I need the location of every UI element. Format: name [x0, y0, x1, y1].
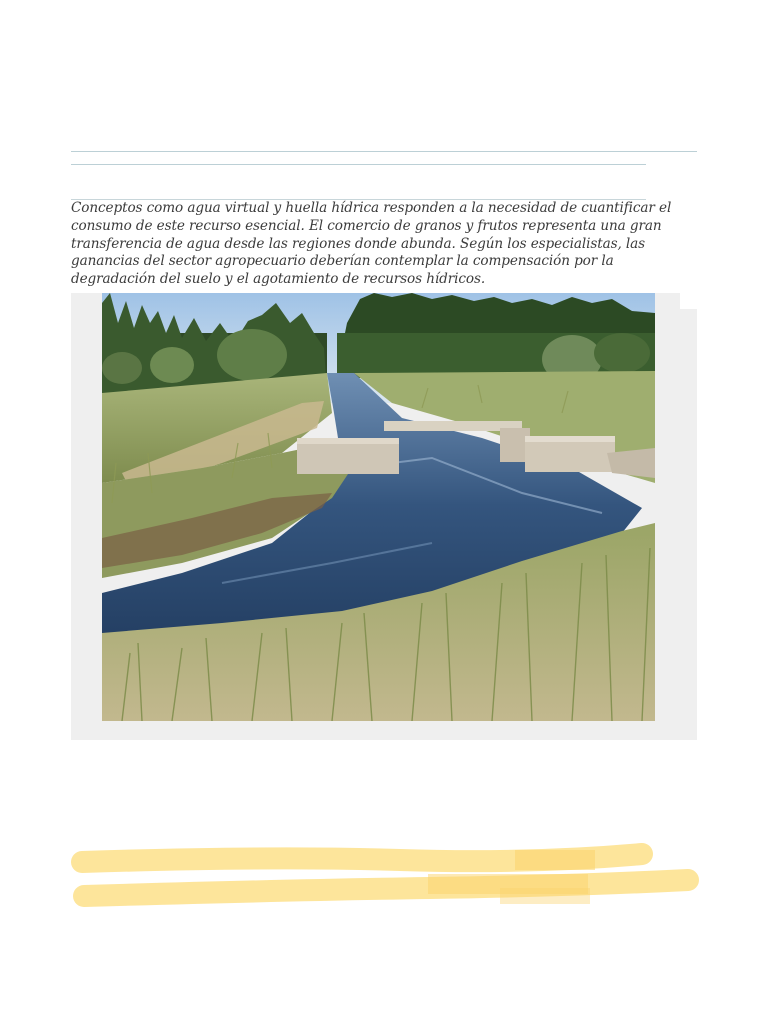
photo-frame-notch — [680, 293, 697, 309]
irrigation-canal-photo — [102, 293, 655, 721]
divider-line-middle — [71, 164, 646, 165]
divider-line-top — [71, 151, 697, 152]
image-caption: Conceptos como agua virtual y huella hídrica responden a la necesidad de cuantificar el consumo de este recurso esencial. El comercio de granos y frutos representa una gran transferencia de agua desde las regiones donde abunda. Según los especialistas, las ganancias del sector agropecuario deberían contemplar la compensación por la degradación del suelo y el agotamiento de recursos hídricos. — [71, 200, 672, 288]
highlighter-marks — [70, 840, 700, 920]
poplar-trees-right — [337, 293, 655, 383]
